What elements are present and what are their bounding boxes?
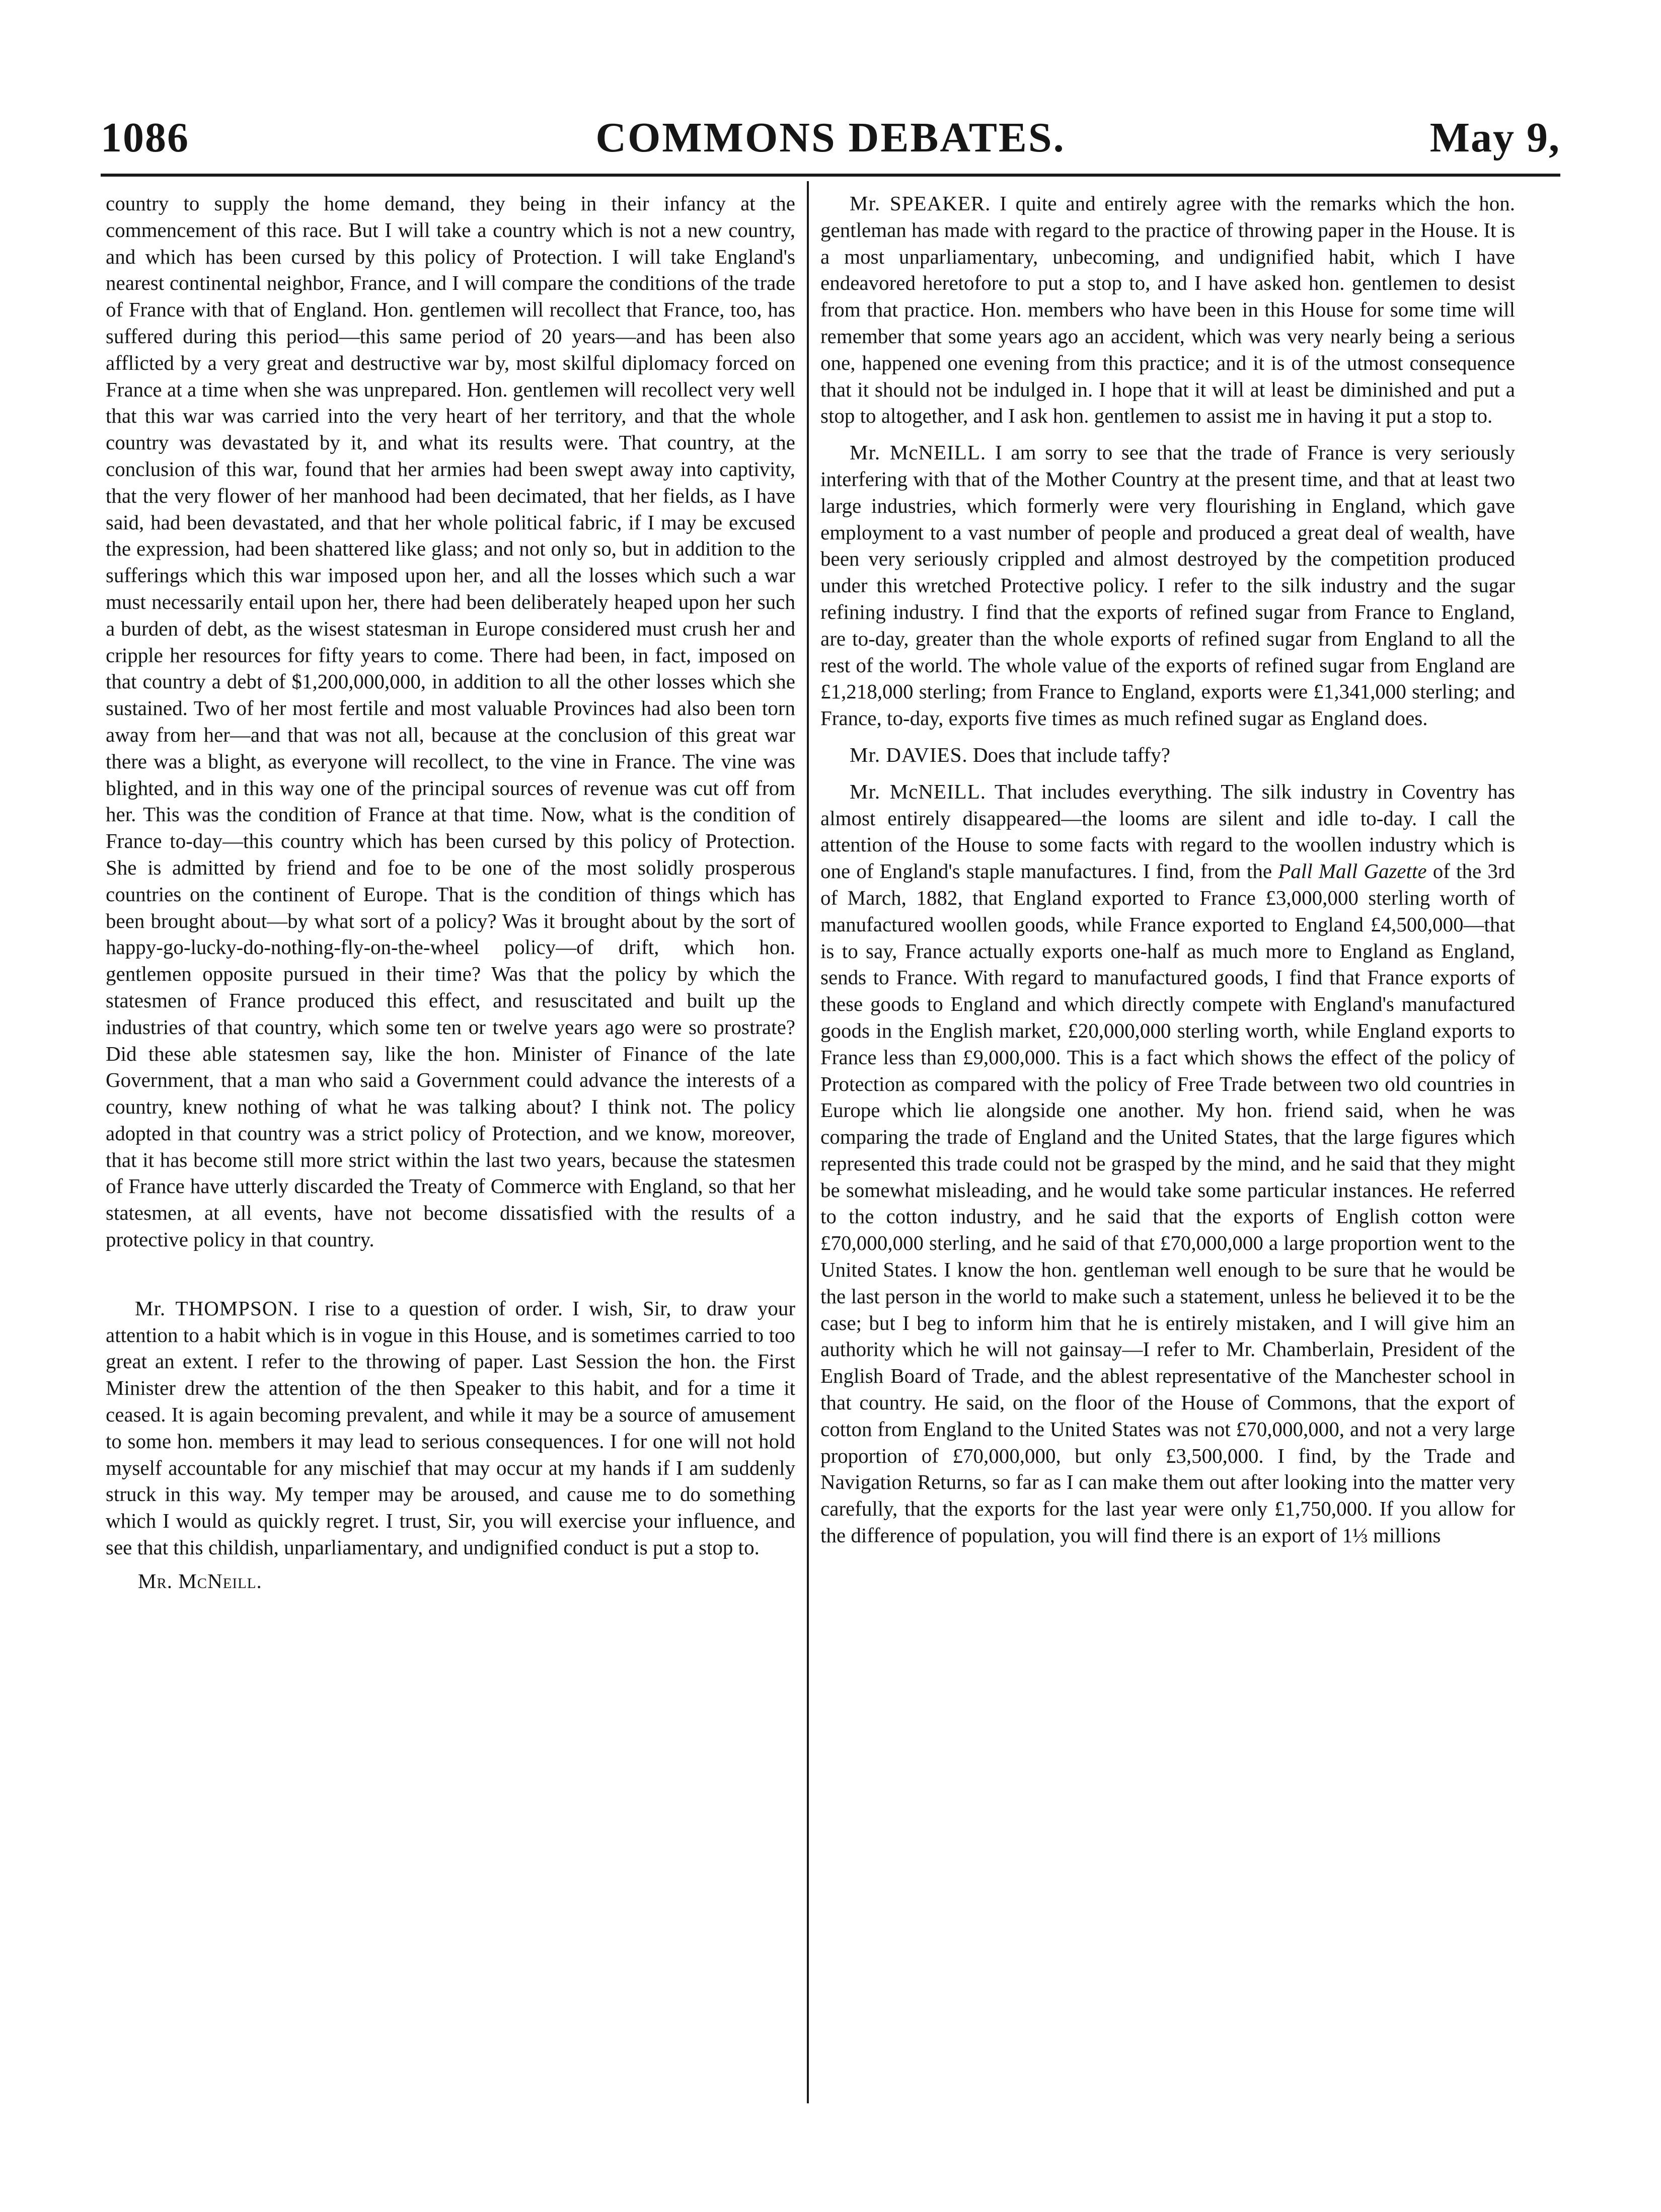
header-rule (101, 174, 1560, 177)
right-column (820, 190, 1515, 1549)
mcneill-speech (820, 439, 1515, 732)
speech-text: I am sorry to see that the trade of France is very seriously interfering with that of the Mother Country at the present time, and that at least two large industries, which formerly were very flourishing in England, which gave employment to a vast number of people and produced a great deal of wealth, have been very seriously crippled and almost destroyed by the competition produced under this wretched Protective policy. I refer to the silk industry and the sugar refining industry. I find that the exports of refined sugar from France to England, are to-day, greater than the whole exports of refined sugar from England to all the rest of the world. The whole value of the exports of refined sugar from England are £1,218,000 sterling; from France to England, exports were £1,341,000 sterling; and France, to-day, exports five times as much refined sugar as England does. (820, 441, 1516, 730)
column-divider (807, 181, 809, 2103)
continued-speech-paragraph: country to supply the home demand, they being in their infancy at the commencement of this race. But I will take a country which is not a new country, and which has been cursed by this policy of Protection. I will take England's nearest continental neighbor, France, and I will compare the conditions of the trade of France with that of England. Hon. gentlemen will recollect that France, too, has suffered during this period—this same period of 20 years—and has been also afflicted by a very great and destructive war by, most skilful diplomacy forced on France at a time when she was unprepared. Hon. gentlemen will recollect very well that this war was carried into the very heart of her territory, and that the whole country was devastated by it, and what its results were. That country, at the conclusion of this war, found that her armies had been swept away into captivity, that the very flower of her manhood had been decimated, that her fields, as I have said, had been devastated, and that her whole political fabric, if I may be excused the expression, had been shattered like glass; and not only so, but in addition to the sufferings which this war imposed upon her, and all the losses which such a war must necessarily entail upon her, there had been deliberately heaped upon her such a burden of debt, as the wisest statesman in Europe considered must crush her and cripple her resources for fifty years to come. There had been, in fact, imposed on that country a debt of $1,200,000,000, in addition to all the other losses which she sustained. Two of her most fertile and most valuable Provinces had also been torn away from her—and that was not all, because at the conclusion of this great war there was a blight, as everyone will recollect, to the vine in France. The vine was blighted, and in this way one of the principal sources of revenue was cut off from her. This was the condition of France at that time. Now, what is the condition of France to-day—this country which has been cursed by this policy of Protection. She is admitted by friend and foe to be one of the most solidly prosperous countries on the continent of Europe. That is the condition of things which has been brought about—by what sort of a policy? Was it brought about by the sort of happy-go-lucky-do-nothing-fly-on-the-wheel policy—of drift, which hon. gentlemen opposite pursued in their time? Was that the policy by which the statesmen of France produced this effect, and resuscitated and built up the industries of that country, which some ten or twelve years ago were so prostrate? Did these able statesmen say, like the hon. Minister of Finance of the late Government, that a man who said a Government could advance the interests of a country, knew nothing of what he was talking about? I think not. The policy adopted in that country was a strict policy of Protection, and we know, moreover, that it has become still more strict within the last two years, because the statesmen of France have utterly discarded the Treaty of Commerce with England, so that her statesmen, at all events, have not become dissatisfied with the results of a protective policy in that country. (106, 192, 795, 1251)
journal-title: COMMONS DEBATES. (595, 114, 1066, 161)
speaker-speech (820, 190, 1515, 429)
speech-text: Does that include taffy? (972, 743, 1170, 766)
speaker-name: Mr. McNEILL. (850, 441, 987, 464)
publication-title: Pall Mall Gazette (1278, 859, 1427, 883)
mcneill-reply (820, 778, 1515, 1549)
speaker-name: Mr. McNEILL. (850, 779, 987, 803)
speech-text: I quite and entirely agree with the remarks which the hon. gentleman has made with regard to the practice of throwing paper in the House. It is a most unparliamentary, unbecoming, and undignified habit, which I have endeavored heretofore to put a stop to, and I have asked hon. gentlemen to desist from that practice. Hon. members who have been in this House for some time will remember that some years ago an accident, which was very nearly being a serious one, happened one evening from this practice; and it is of the utmost consequence that it should not be indulged in. I hope that it will at least be diminished and put a stop to altogether, and I ask hon. gentlemen to assist me in having it put a stop to. (820, 192, 1515, 428)
davies-interjection (820, 742, 1515, 768)
next-speaker-catchword: Mr. McNeill. (138, 1569, 262, 1593)
speech-text: That includes everything. The silk industry in Coventry has almost entirely disappeared—the looms are silent and idle to-day. I call the attention of the House to some facts with regard to the woollen industry which is one of England's staple manufactures. I find, from the (820, 779, 1515, 883)
thompson-speech (106, 1295, 795, 1561)
speaker-name: Mr. DAVIES. (850, 743, 968, 766)
speech-text: I rise to a question of order. I wish, Sir, to draw your attention to a habit which is in vogue in this House, and is sometimes carried to too great an extent. I refer to the throwing of paper. Last Session the hon. the First Minister drew the attention of the then Speaker to this habit, and for a time it ceased. It is again becoming prevalent, and while it may be a source of amusement to some hon. members it may lead to serious consequences. I for one will not hold myself accountable for any mischief that may occur at my hands if I am suddenly struck in this way. My temper may be aroused, and cause me to do something which I would as quickly regret. I trust, Sir, you will exercise your influence, and see that this childish, unparliamentary, and undignified conduct is put a stop to. (106, 1296, 795, 1559)
speaker-name: Mr. THOMPSON. (135, 1296, 299, 1320)
left-column (106, 190, 795, 1595)
speaker-name: Mr. SPEAKER. (850, 192, 991, 215)
page-header (101, 113, 1560, 169)
speech-text-continued: of the 3rd of March, 1882, that England exported to France £3,000,000 sterling worth of manufactured woollen goods, while France exported to England £4,500,000—that is to say, France actually exports one-half as much more to England as England, sends to France. With regard to manufactured goods, I find that France exports of these goods to England and which directly compete with England's manufactured goods in the English market, £20,000,000 sterling worth, while England exports to France less than £9,000,000. This is a fact which shows the effect of the policy of Protection as compared with the policy of Free Trade between two old countries in Europe which lie alongside one another. My hon. friend said, when he was comparing the trade of England and the United States, that the large figures which represented this trade could not be grasped by the mind, and he said that they might be somewhat misleading, and he would take some particular instances. He referred to the cotton industry, and he said that the exports of English cotton were £70,000,000 sterling, and he said of that £70,000,000 a large proportion went to the United States. I know the hon. gentleman well enough to be sure that he would be the last person in the world to make such a statement, unless he believed it to be the case; but I beg to inform him that he is entirely mistaken, and I will give him an authority which he will not gainsay—I refer to Mr. Chamberlain, President of the English Board of Trade, and the ablest representative of the Manchester school in that country. He said, on the floor of the House of Commons, that the export of cotton from England to the United States was not £70,000,000, and not a very large proportion of £70,000,000, but only £3,500,000. I find, by the Trade and Navigation Returns, so far as I can make them out after looking into the matter very carefully, that the exports for the last year were only £1,750,000. If you allow for the difference of population, you will find there is an export of 1⅓ millions (820, 859, 1516, 1547)
page-date: May 9, (1429, 114, 1560, 161)
page-number: 1086 (101, 114, 189, 161)
